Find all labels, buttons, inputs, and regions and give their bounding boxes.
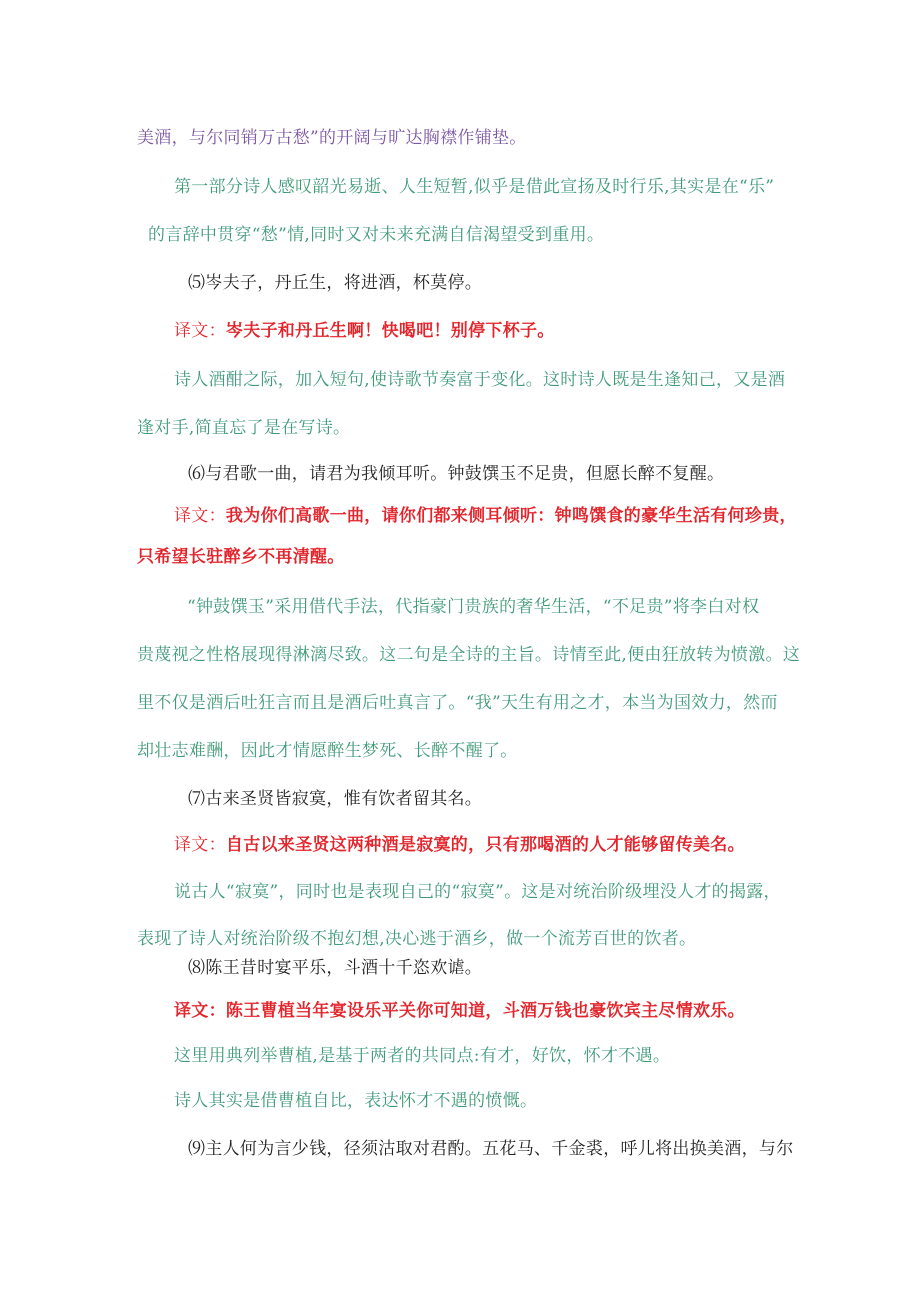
- commentary-line: 表现了诗人对统治阶级不抱幻想,决心逃于酒乡，做一个流芳百世的饮者。: [137, 929, 697, 949]
- commentary-line: 第一部分诗人感叹韶光易逝、人生短暂,似乎是借此宣扬及时行乐,其实是在“乐”: [174, 177, 775, 197]
- verse-line-8: ⑻陈王昔时宴平乐，斗酒十千恣欢谑。: [188, 958, 483, 978]
- commentary-line: 逢对手,简直忘了是在写诗。: [137, 418, 351, 438]
- commentary-line: “钟鼓馔玉”采用借代手法，代指豪门贵族的奢华生活，“不足贵”将李白对权: [187, 597, 760, 617]
- translation-text: 陈王曹植当年宴设乐平关你可知道，斗酒万钱也豪饮宾主尽情欢乐。: [225, 1001, 745, 1021]
- translation-text: 岑夫子和丹丘生啊！快喝吧！别停下杯子。: [225, 321, 555, 341]
- commentary-line: 的言辞中贯穿“愁”情,同时又对未来充满自信渴望受到重用。: [148, 225, 605, 245]
- verse-line-9: ⑼主人何为言少钱，径须沽取对君酌。五花马、千金裘，呼儿将出换美酒，与尔: [188, 1139, 794, 1159]
- translation-6: [174, 505, 797, 527]
- translation-8: [174, 1000, 745, 1022]
- commentary-line: 却壮志难酬，因此才情愿醉生梦死、长醉不醒了。: [137, 741, 518, 761]
- translation-7: [174, 834, 745, 856]
- translation-text: 自古以来圣贤这两种酒是寂寞的，只有那喝酒的人才能够留传美名。: [225, 835, 745, 855]
- translation-text-continued: 只希望长驻醉乡不再清醒。: [137, 547, 345, 567]
- commentary-line: 诗人酒酣之际，加入短句,使诗歌节奏富于变化。这时诗人既是生逢知己，又是酒: [174, 370, 786, 390]
- commentary-line: 这里用典列举曹植,是基于两者的共同点:有才，好饮，怀才不遇。: [174, 1046, 671, 1066]
- translation-5: [174, 320, 555, 342]
- translation-text: 我为你们高歌一曲，请你们都来侧耳倾听：钟鸣馔食的豪华生活有何珍贵，: [225, 506, 797, 526]
- verse-line-6: ⑹与君歌一曲，请君为我倾耳听。钟鼓馔玉不足贵，但愿长醉不复醒。: [188, 464, 725, 484]
- commentary-line: 诗人其实是借曹植自比，表达怀才不遇的愤慨。: [174, 1091, 538, 1111]
- translation-label: 译文：: [174, 835, 226, 855]
- paragraph-line: 美酒，与尔同销万古愁”的开阔与旷达胸襟作铺垫。: [137, 128, 527, 148]
- translation-label: 译文：: [174, 321, 226, 341]
- translation-label: 译文：: [174, 1001, 226, 1021]
- commentary-line: 说古人“寂寞”，同时也是表现自己的“寂寞”。这是对统治阶级埋没人才的揭露，: [174, 882, 781, 902]
- verse-line-5: ⑸岑夫子，丹丘生，将进酒，杯莫停。: [188, 273, 483, 293]
- commentary-line: 贵蔑视之性格展现得淋漓尽致。这二句是全诗的主旨。诗情至此,便由狂放转为愤激。这: [137, 645, 801, 665]
- verse-line-7: ⑺古来圣贤皆寂寞，惟有饮者留其名。: [188, 789, 483, 809]
- commentary-line: 里不仅是酒后吐狂言而且是酒后吐真言了。“我”天生有用之才，本当为国效力，然而: [137, 693, 778, 713]
- translation-label: 译文：: [174, 506, 226, 526]
